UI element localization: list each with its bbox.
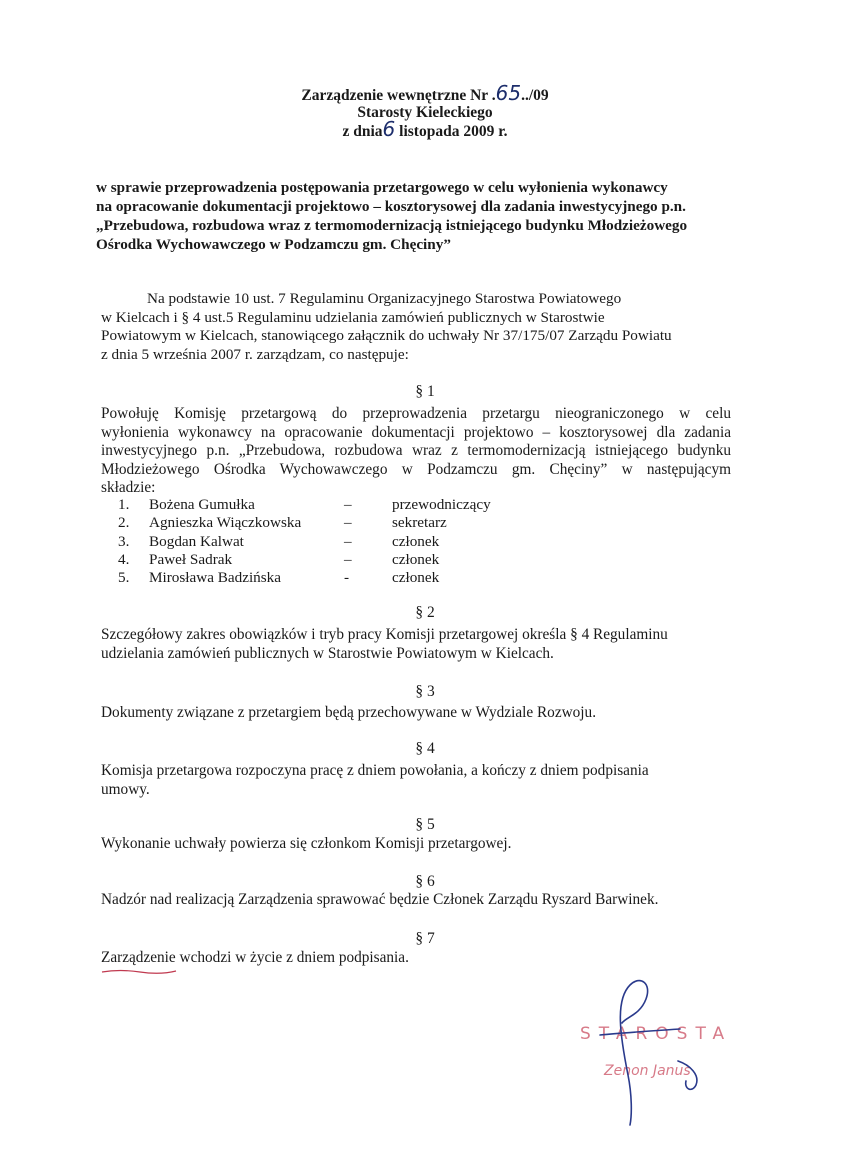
signature-scribble: [560, 965, 720, 1135]
section-1-line: Powołuję Komisję przetargową do przeprowadzenia przetargu nieograniczonego w celu: [101, 405, 731, 422]
member-row: [118, 533, 538, 551]
member-number: 2.: [118, 514, 130, 532]
header-date-suffix: listopada 2009 r.: [395, 123, 508, 140]
section-4-line: Komisja przetargowa rozpoczyna pracę z dniem powołania, a kończy z dniem podpisania: [101, 762, 649, 779]
committee-members-list: [118, 496, 538, 587]
member-role: członek: [392, 569, 440, 587]
intro-line: w Kielcach i § 4 ust.5 Regulaminu udzielania zamówień publicznych w Starostwie: [101, 308, 605, 326]
member-row: [118, 569, 538, 587]
member-number: 1.: [118, 496, 130, 513]
header-title-suffix: ../09: [521, 87, 549, 104]
handwritten-day: 6: [382, 117, 396, 141]
section-1-body: [101, 405, 731, 498]
section-1-line: inwestycyjnego p.n. „Przebudowa, rozbudowa wraz z termomodernizacją istniejącego budynku: [101, 442, 731, 459]
header-line-3: [0, 117, 850, 141]
section-4-body: [101, 762, 731, 799]
section-1-line: składzie:: [101, 479, 156, 496]
member-row: [118, 496, 538, 514]
subject-line: „Przebudowa, rozbudowa wraz z termomodernizacją istniejącego budynku Młodzieżowego: [96, 217, 688, 234]
subject-line: w sprawie przeprowadzenia postępowania przetargowego w celu wyłonienia wykonawcy: [96, 179, 668, 196]
section-2-heading: § 2: [415, 604, 435, 621]
section-6-line: Nadzór nad realizacją Zarządzenia sprawować będzie Członek Zarządu Ryszard Barwinek.: [101, 891, 659, 908]
section-3-heading: § 3: [415, 683, 435, 700]
member-dash: -: [344, 569, 350, 587]
starosta-stamp-title: STAROSTA: [580, 1024, 733, 1044]
section-7-line: Zarządzenie wchodzi w życie z dniem podpisania.: [101, 949, 409, 966]
intro-line: Powiatowym w Kielcach, stanowiącego załącznik do uchwały Nr 37/175/07 Zarządu Powiatu: [101, 327, 672, 344]
header-title-prefix: Zarządzenie wewnętrzne Nr .: [301, 87, 496, 104]
section-5-body: [101, 835, 731, 854]
section-3-line: Dokumenty związane z przetargiem będą przechowywane w Wydziale Rozwoju.: [101, 704, 597, 721]
section-6-body: [101, 891, 731, 910]
section-1-heading: § 1: [415, 383, 435, 400]
member-role: członek: [392, 550, 440, 568]
section-3-body: [101, 704, 731, 723]
member-role: sekretarz: [392, 514, 447, 532]
intro-paragraph: [101, 290, 721, 364]
handwritten-number: 65: [495, 81, 522, 105]
subject-line: na opracowanie dokumentacji projektowo – kosztorysowej dla zadania inwestycyjnego p.n.: [96, 198, 686, 215]
member-name: Paweł Sadrak: [149, 550, 233, 568]
section-5-line: Wykonanie uchwały powierza się członkom Komisji przetargowej.: [101, 835, 512, 852]
member-number: 3.: [118, 532, 130, 550]
member-name: Bożena Gumułka: [149, 496, 255, 513]
section-4-line: umowy.: [101, 780, 150, 798]
section-2-body: [101, 626, 731, 663]
member-dash: –: [344, 550, 352, 568]
intro-line: Na podstawie 10 ust. 7 Regulaminu Organizacyjnego Starostwa Powiatowego: [147, 290, 622, 307]
section-1-line: wyłonienia wykonawcy na opracowanie dokumentacji projektowo – kosztorysowej dla zadania: [101, 423, 731, 441]
member-dash: –: [344, 496, 352, 513]
member-dash: –: [344, 514, 352, 532]
section-6-heading: § 6: [415, 873, 435, 890]
section-1-line: Młodzieżowego Ośrodka Wychowawczego w Podzamczu gm. Chęciny” w następującym: [101, 460, 731, 478]
red-underline-mark: [100, 967, 180, 977]
section-2-line: Szczegółowy zakres obowiązków i tryb pracy Komisji przetargowej określa § 4 Regulaminu: [101, 626, 668, 643]
subject-block: [96, 178, 756, 254]
section-7-heading: § 7: [415, 930, 435, 947]
member-number: 4.: [118, 550, 130, 568]
member-name: Agnieszka Wiączkowska: [149, 514, 302, 532]
header-date-prefix: z dnia: [342, 123, 383, 140]
member-role: przewodniczący: [392, 496, 491, 513]
section-4-heading: § 4: [415, 740, 435, 757]
header-line-2: Starosty Kieleckiego: [357, 104, 493, 121]
member-number: 5.: [118, 569, 130, 587]
member-name: Bogdan Kalwat: [149, 532, 244, 550]
section-2-line: udzielania zamówień publicznych w Starostwie Powiatowym w Kielcach.: [101, 644, 554, 662]
member-role: członek: [392, 532, 440, 550]
header-line-1: [0, 81, 850, 105]
section-5-heading: § 5: [415, 816, 435, 833]
member-row: [118, 551, 538, 569]
intro-line: z dnia 5 września 2007 r. zarządzam, co następuje:: [101, 345, 409, 363]
member-dash: –: [344, 532, 352, 550]
member-row: [118, 514, 538, 532]
subject-line: Ośrodka Wychowawczego w Podzamczu gm. Chęciny”: [96, 236, 451, 253]
starosta-stamp-name: Zenon Janus: [604, 1063, 691, 1079]
member-name: Mirosława Badzińska: [149, 569, 282, 587]
